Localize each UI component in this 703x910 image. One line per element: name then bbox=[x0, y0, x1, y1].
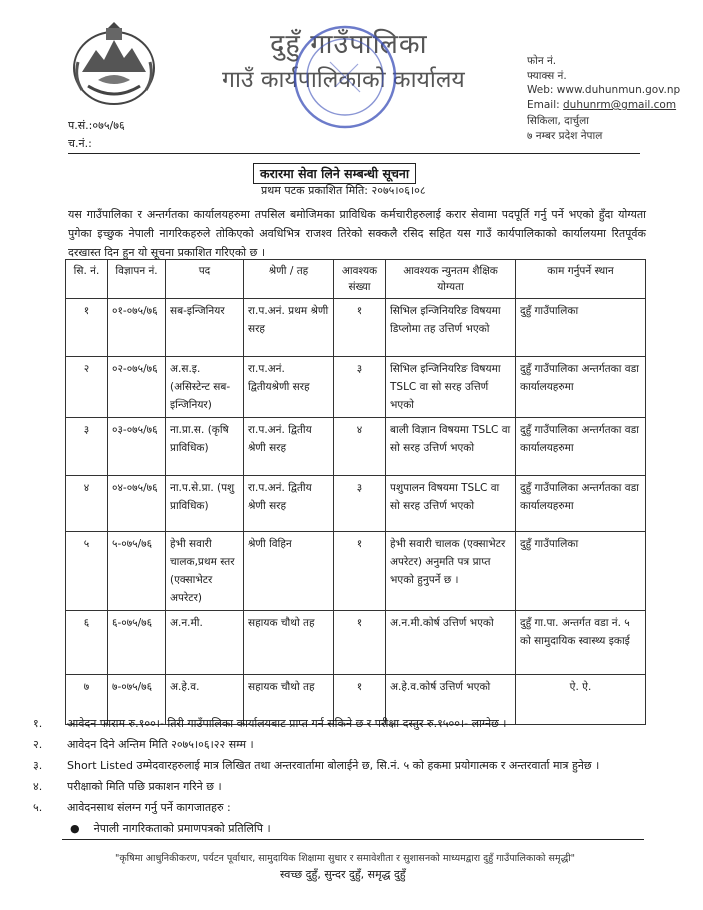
note-item bbox=[33, 716, 506, 731]
cell-workplace: दुहुँ गाउँपालिका bbox=[516, 532, 646, 611]
cell-qualification: हेभी सवारी चालक (एक्साभेटर अपरेटर) अनुमति पत्र प्राप्त भएको हुनुपर्ने छ । bbox=[386, 532, 516, 611]
note-text: आवेदन दिने अन्तिम मिति २०७५।०६।२२ सम्म । bbox=[67, 738, 254, 751]
cell-sn: ३ bbox=[66, 418, 108, 476]
footer-divider bbox=[62, 839, 644, 840]
office-title: दुहुँ गाउँपालिका bbox=[270, 29, 428, 60]
footer-slogan: स्वच्छ दुहुँ, सुन्दर दुहुँ, समृद्ध दुहुँ bbox=[280, 868, 406, 881]
intro-paragraph: यस गाउँपालिका र अन्तर्गतका कार्यालयहरुमा तपसिल बमोजिमका प्राविधिक कर्मचारीहरुलाई करार सेवामा पदपूर्ति गर्नु पर्ने भएको हुँदा योग्यता पुगेका इच्छुक नेपाली नागरिकहरुले तोकिएको अवधिभित्र राजश्व तिरेको सक्कलै रसिद सहित यस गाउँ कार्यपालिकाको कार्यालयमा रितपूर्वक दरखास्त दिन हुन यो सूचना प्रकाशित गरिएको छ । bbox=[68, 208, 646, 259]
cell-level: रा.प.अनं. द्वितीयश्रेणी सरह bbox=[244, 357, 334, 418]
nepal-emblem-logo bbox=[68, 22, 160, 108]
dispatch-number: च.नं.: bbox=[68, 137, 92, 150]
address-line-1: सिकिला, दार्चुला bbox=[527, 115, 589, 127]
address-line-2: ७ नम्बर प्रदेश नेपाल bbox=[527, 130, 603, 142]
bullet-item bbox=[70, 821, 271, 836]
table-row bbox=[66, 299, 646, 357]
email-line bbox=[527, 99, 676, 111]
bullet-icon: ● bbox=[70, 822, 94, 835]
note-text: Short Listed उम्मेदवारहरुलाई मात्र लिखित तथा अन्तरवार्तामा बोलाईने छ, सि.नं. ५ को हकमा प्रयोगात्मक र अन्तरवार्ता मात्र हुनेछ । bbox=[67, 759, 600, 772]
col-post: पद bbox=[166, 260, 244, 299]
cell-ad-no: ०१-०७५/७६ bbox=[108, 299, 166, 357]
office-subtitle: गाउँ कार्यपालिकाको कार्यालय bbox=[222, 67, 465, 93]
cell-level: सहायक चौथो तह bbox=[244, 611, 334, 675]
web-address: Web: www.duhunmun.gov.np bbox=[527, 84, 681, 96]
col-ad-no: विज्ञापन नं. bbox=[108, 260, 166, 299]
note-number: ३. bbox=[33, 759, 43, 772]
cell-ad-no: ७-०७५/७६ bbox=[108, 675, 166, 725]
cell-qualification: बाली विज्ञान विषयमा TSLC वा सो सरह उत्तिर्ण भएको bbox=[386, 418, 516, 476]
cell-workplace: दुहुँ गाउँपालिका अन्तर्गतका वडा कार्यालयहरुमा bbox=[516, 357, 646, 418]
cell-sn: १ bbox=[66, 299, 108, 357]
note-item bbox=[33, 758, 599, 773]
email-link[interactable]: duhunrm@gmail.com bbox=[563, 99, 677, 111]
cell-qualification: अ.हे.व.कोर्ष उत्तिर्ण भएको bbox=[386, 675, 516, 725]
bullet-text: नेपाली नागरिकताको प्रमाणपत्रको प्रतिलिपि । bbox=[93, 822, 271, 835]
reference-number: प.सं.:०७५/७६ bbox=[68, 119, 125, 132]
cell-ad-no: ६-०७५/७६ bbox=[108, 611, 166, 675]
col-level: श्रेणी / तह bbox=[244, 260, 334, 299]
cell-post: अ.हे.व. bbox=[166, 675, 244, 725]
col-count: आवश्यक संख्या bbox=[334, 260, 386, 299]
note-number: ५. bbox=[33, 801, 43, 814]
table-row bbox=[66, 357, 646, 418]
official-stamp bbox=[290, 22, 400, 132]
cell-post: हेभी सवारी चालक,प्रथम स्तर (एक्साभेटर अपरेटर) bbox=[166, 532, 244, 611]
cell-count: १ bbox=[334, 299, 386, 357]
col-qualification: आवश्यक न्युनतम शैक्षिक योग्यता bbox=[386, 260, 516, 299]
cell-sn: ७ bbox=[66, 675, 108, 725]
cell-workplace: दुहुँ गाउँपालिका bbox=[516, 299, 646, 357]
table-row bbox=[66, 532, 646, 611]
cell-post: ना.प्रा.स. (कृषि प्राविधिक) bbox=[166, 418, 244, 476]
cell-post: ना.प.से.प्रा. (पशु प्राविधिक) bbox=[166, 476, 244, 532]
cell-level: रा.प.अनं. द्वितीय श्रेणी सरह bbox=[244, 476, 334, 532]
col-sn: सि. नं. bbox=[66, 260, 108, 299]
note-item bbox=[33, 800, 231, 815]
cell-count: ३ bbox=[334, 476, 386, 532]
footer-motto: "कृषिमा आधुनिकीकरण, पर्यटन पूर्वाधार, सामुदायिक शिक्षामा सुधार र समावेशीता र सुशासनको माध्यमद्वारा दुहुँ गाउँपालिकाको समृद्धी" bbox=[115, 853, 576, 864]
cell-ad-no: ५-०७५/७६ bbox=[108, 532, 166, 611]
cell-count: ३ bbox=[334, 357, 386, 418]
cell-ad-no: ०२-०७५/७६ bbox=[108, 357, 166, 418]
cell-qualification: अ.न.मी.कोर्ष उत्तिर्ण भएको bbox=[386, 611, 516, 675]
table-row bbox=[66, 418, 646, 476]
cell-qualification: सिभिल इन्जिनियरिङ विषयमा डिप्लोमा तह उत्तिर्ण भएको bbox=[386, 299, 516, 357]
note-number: २. bbox=[33, 738, 43, 751]
cell-count: १ bbox=[334, 532, 386, 611]
cell-count: १ bbox=[334, 611, 386, 675]
cell-ad-no: ०३-०७५/७६ bbox=[108, 418, 166, 476]
cell-level: रा.प.अनं. प्रथम श्रेणी सरह bbox=[244, 299, 334, 357]
note-text: आवेदन फाराम रु.१००।- तिरी गाउँपालिका कार्यालयबाट प्राप्त गर्न सकिने छ र परीक्षा दस्तुर रु.१५००।- लाग्नेछ । bbox=[67, 717, 507, 730]
cell-sn: ६ bbox=[66, 611, 108, 675]
cell-sn: ५ bbox=[66, 532, 108, 611]
col-workplace: काम गर्नुपर्ने स्थान bbox=[516, 260, 646, 299]
cell-post: अ.स.इ. (असिस्टेन्ट सब-इन्जिनियर) bbox=[166, 357, 244, 418]
vacancy-table bbox=[65, 259, 646, 725]
cell-workplace: दुहुँ गाउँपालिका अन्तर्गतका वडा कार्यालयहरुमा bbox=[516, 418, 646, 476]
table-header-row bbox=[66, 260, 646, 299]
note-text: आवेदनसाथ संलग्न गर्नु पर्ने कागजातहरु : bbox=[67, 801, 231, 814]
table-row bbox=[66, 611, 646, 675]
phone-label: फोन नं. bbox=[527, 55, 557, 67]
email-label: Email: bbox=[527, 99, 564, 111]
table-row bbox=[66, 476, 646, 532]
cell-workplace: दुहुँ गा.पा. अन्तर्गत वडा नं. ५ को सामुदायिक स्वास्थ्य इकाई bbox=[516, 611, 646, 675]
note-number: १. bbox=[33, 717, 43, 730]
note-number: ४. bbox=[33, 780, 43, 793]
fax-label: फ्याक्स नं. bbox=[527, 70, 567, 82]
cell-level: श्रेणी विहिन bbox=[244, 532, 334, 611]
cell-count: १ bbox=[334, 675, 386, 725]
cell-level: सहायक चौथो तह bbox=[244, 675, 334, 725]
cell-sn: २ bbox=[66, 357, 108, 418]
cell-ad-no: ०४-०७५/७६ bbox=[108, 476, 166, 532]
cell-sn: ४ bbox=[66, 476, 108, 532]
note-item bbox=[33, 779, 222, 794]
cell-count: ४ bbox=[334, 418, 386, 476]
cell-qualification: सिभिल इन्जिनियरिङ विषयमा TSLC वा सो सरह उत्तिर्ण भएको bbox=[386, 357, 516, 418]
cell-level: रा.प.अनं. द्वितीय श्रेणी सरह bbox=[244, 418, 334, 476]
note-item bbox=[33, 737, 254, 752]
cell-post: सब-इन्जिनियर bbox=[166, 299, 244, 357]
cell-post: अ.न.मी. bbox=[166, 611, 244, 675]
notice-title: करारमा सेवा लिने सम्बन्धी सूचना bbox=[253, 163, 416, 184]
cell-workplace: ऐ. ऐ. bbox=[516, 675, 646, 725]
note-text: परीक्षाको मिति पछि प्रकाशन गरिने छ । bbox=[67, 780, 222, 793]
cell-workplace: दुहुँ गाउँपालिका अन्तर्गतका वडा कार्यालयहरुमा bbox=[516, 476, 646, 532]
publication-date: प्रथम पटक प्रकाशित मिति: २०७५।०६।०८ bbox=[261, 184, 426, 197]
cell-qualification: पशुपालन विषयमा TSLC वा सो सरह उत्तिर्ण भएको bbox=[386, 476, 516, 532]
header-divider bbox=[68, 153, 640, 154]
